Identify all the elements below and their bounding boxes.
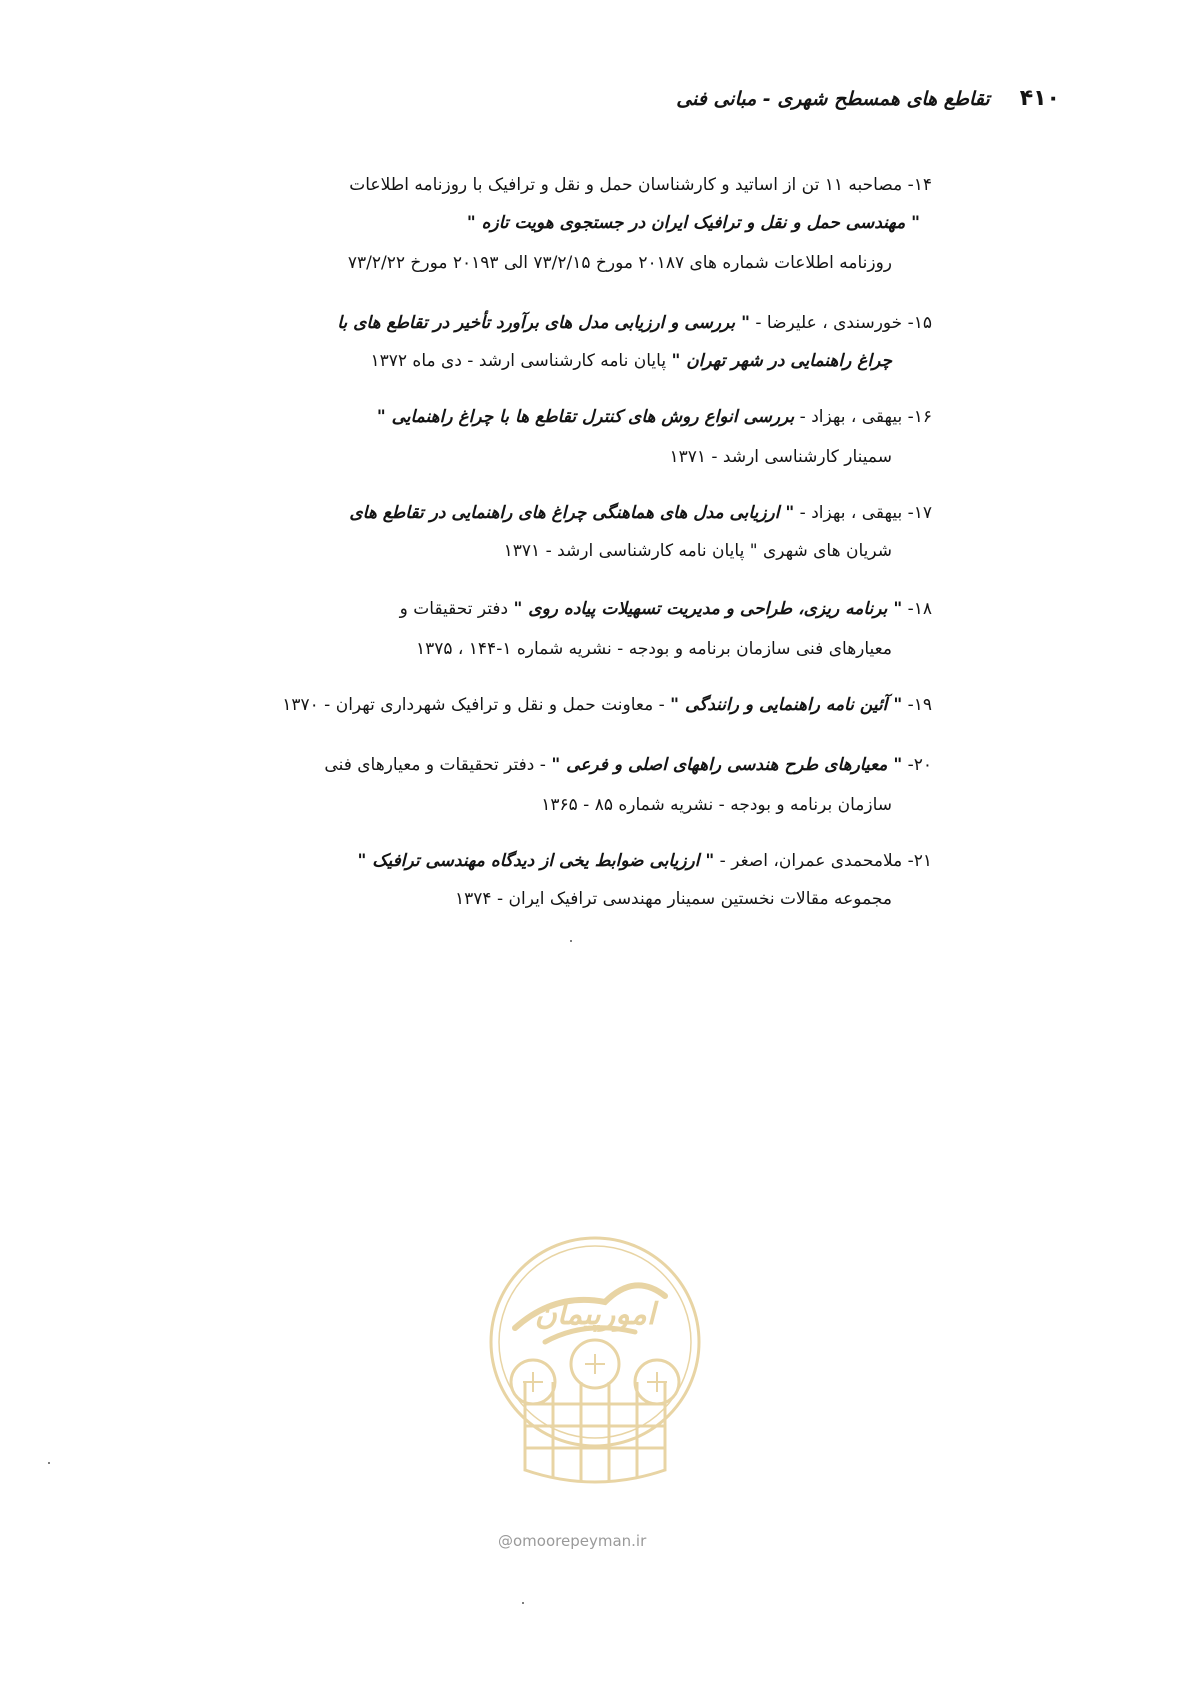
ref-title-italic: بررسی انواع روش های کنترل تقاطع ها با چراغ راهنمایی " [376,407,795,427]
reference-18-line-2 [416,638,892,660]
watermark-caption: @omoorepeyman.ir [498,1532,647,1550]
ref-title-italic: " ارزیابی مدل های هماهنگی چراغ های راهنمایی در تقاطع های [349,503,795,523]
ref-text: ۱۵- خورسندی ، علیرضا - [749,313,932,333]
watermark-logo-text: امورپیمان [534,1297,656,1332]
ref-text: دفتر تحقیقات و [399,599,514,619]
reference-16-line-1 [377,406,932,428]
reference-16-line-2 [669,446,892,468]
ref-text: سازمان برنامه و بودجه - نشریه شماره ۸۵ - ۱۳۶۵ [541,795,892,815]
ref-title-italic: " آئین نامه راهنمایی و رانندگی " [670,695,903,715]
scan-speck [522,1602,524,1604]
reference-21-line-1 [358,850,933,872]
ref-text: ۱۴- مصاحبه ۱۱ تن از اساتید و کارشناسان حمل و نقل و ترافیک با روزنامه اطلاعات [349,175,932,195]
scan-speck [48,1462,50,1464]
scan-speck [570,940,572,942]
ref-text: مجموعه مقالات نخستین سمینار مهندسی ترافیک ایران - ۱۳۷۴ [455,889,892,909]
reference-21-line-2 [455,888,892,910]
reference-14-line-1 [349,174,932,196]
ref-text: پایان نامه کارشناسی ارشد - دی ماه ۱۳۷۲ [370,351,672,371]
reference-20-line-2 [541,794,892,816]
reference-17-line-2 [504,540,892,562]
ref-text: - دفتر تحقیقات و معیارهای فنی [324,755,552,775]
reference-19-line-1 [282,694,932,716]
reference-18-line-1 [400,598,932,620]
page-number: ۴۱۰ [1019,86,1060,111]
ref-text: - معاونت حمل و نقل و ترافیک شهرداری تهران - ۱۳۷۰ [282,695,671,715]
ref-title-italic: " بررسی و ارزیابی مدل های برآورد تأخیر در تقاطع های با [337,313,750,333]
ref-text: ۱۶- بیهقی ، بهزاد - [794,407,932,427]
ref-title-italic: " مهندسی حمل و نقل و ترافیک ایران در جستجوی هویت تازه " [466,213,920,233]
ref-text: ۲۱- ملامحمدی عمران، اصغر - [714,851,932,871]
ref-title-italic: چراغ راهنمایی در شهر تهران " [671,351,892,371]
page-header [676,86,1060,111]
ref-title-italic: " ارزیابی ضوابط یخی از دیدگاه مهندسی ترافیک " [357,851,715,871]
ref-text: سمینار کارشناسی ارشد - ۱۳۷۱ [669,447,892,467]
reference-14-line-3 [348,252,892,274]
ref-title-italic: " معیارهای طرح هندسی راههای اصلی و فرعی " [551,755,903,775]
ref-text: روزنامه اطلاعات شماره های ۲۰۱۸۷ مورخ ۷۳/۲/۱۵ الی ۲۰۱۹۳ مورخ ۷۳/۲/۲۲ [347,253,892,273]
running-title: تقاطع های همسطح شهری - مبانی فنی [676,88,990,110]
reference-20-line-1 [324,754,932,776]
ref-text: ۱۹- [902,695,932,715]
ref-text: ۱۸- [902,599,932,619]
ref-text: ۱۷- بیهقی ، بهزاد - [794,503,932,523]
ref-text: شریان های شهری " پایان نامه کارشناسی ارشد - ۱۳۷۱ [503,541,892,561]
reference-14-line-2 [467,212,920,234]
reference-17-line-1 [349,502,932,524]
ref-title-italic: " برنامه ریزی، طراحی و مدیریت تسهیلات پیاده روی " [513,599,903,619]
reference-15-line-2 [371,350,893,372]
watermark-logo [485,1232,705,1542]
ref-text: ۲۰- [902,755,932,775]
ref-text: معیارهای فنی سازمان برنامه و بودجه - نشریه شماره ۱-۱۴۴ ، ۱۳۷۵ [415,639,892,659]
reference-15-line-1 [337,312,932,334]
